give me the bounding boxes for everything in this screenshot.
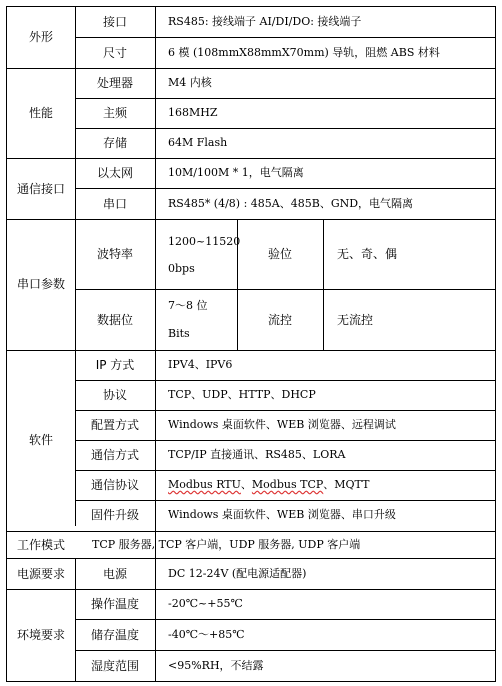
label-firmware: 固件升级 (90, 508, 140, 522)
value-power: DC 12-24V (配电源适配器) (168, 567, 307, 580)
value-firmware: Windows 桌面软件、WEB 浏览器、串口升级 (168, 508, 396, 521)
divider-subrow (75, 470, 496, 471)
divider-subrow (75, 98, 496, 99)
value-humidity: <95%RH，不结露 (168, 659, 264, 672)
label-ip-mode: IP 方式 (95, 358, 135, 372)
value-baud-rate-line1: 1200~11520 (168, 235, 241, 248)
label-op-temp: 操作温度 (90, 597, 140, 611)
divider-row (6, 350, 496, 351)
divider-subrow (75, 128, 496, 129)
label-data-bits: 数据位 (96, 313, 134, 327)
value-comm-protocol-modbus-rtu: Modbus RTU (168, 478, 241, 491)
label-storage-temp: 储存温度 (90, 628, 140, 642)
divider-subrow (75, 37, 496, 38)
value-work-mode: TCP 服务器, TCP 客户端，UDP 服务器, UDP 客户端 (92, 538, 361, 551)
value-comm-protocol-mqtt: 、MQTT (323, 478, 370, 491)
value-ip-mode: IPV4、IPV6 (168, 358, 233, 371)
section-environment: 环境要求 (16, 628, 66, 642)
value-comm-protocol-modbus-tcp: Modbus TCP (251, 478, 324, 491)
value-comm-protocol (168, 478, 369, 492)
value-parity: 无、奇、偶 (337, 247, 398, 261)
section-power: 电源要求 (16, 567, 66, 581)
divider-subrow (75, 619, 496, 620)
divider-row (6, 531, 496, 532)
value-processor: M4 内核 (168, 76, 212, 89)
label-protocol: 协议 (102, 388, 128, 402)
value-size: 6 模 (108mmX88mmX70mm) 导轨，阻燃 ABS 材料 (168, 46, 440, 59)
label-power: 电源 (102, 567, 128, 581)
label-comm-protocol: 通信协议 (90, 478, 140, 492)
value-comm-protocol-separator: 、 (240, 478, 252, 491)
section-appearance: 外形 (28, 30, 54, 44)
label-flow-control: 流控 (267, 313, 293, 327)
divider-row (6, 558, 496, 559)
divider-subrow (75, 289, 496, 290)
section-work-mode: 工作模式 (16, 538, 66, 552)
divider-col-label (75, 558, 76, 682)
section-comm-interface: 通信接口 (16, 182, 66, 196)
divider-subrow (75, 380, 496, 381)
value-baud-rate-line2: 0bps (168, 262, 195, 275)
divider-col-value (155, 6, 156, 682)
label-config-mode: 配置方式 (90, 418, 140, 432)
value-frequency: 168MHZ (168, 106, 218, 119)
divider-col-label (75, 6, 76, 526)
label-baud-rate: 波特率 (96, 247, 134, 261)
value-comm-mode: TCP/IP 直接通讯、RS485、LORA (168, 448, 346, 461)
label-storage: 存储 (102, 136, 128, 150)
spec-table (6, 6, 496, 682)
label-frequency: 主频 (102, 106, 128, 120)
label-interface: 接口 (102, 15, 128, 29)
value-serial-port: RS485* (4/8) : 485A、485B、GND，电气隔离 (168, 197, 414, 210)
divider-row (6, 219, 496, 220)
divider-subrow (75, 440, 496, 441)
label-size: 尺寸 (102, 46, 128, 60)
label-ethernet: 以太网 (96, 166, 134, 180)
value-storage: 64M Flash (168, 136, 228, 149)
section-software: 软件 (28, 433, 54, 447)
divider-subrow (75, 188, 496, 189)
table-border-left (6, 6, 7, 682)
divider-row (6, 589, 496, 590)
value-ethernet: 10M/100M * 1，电气隔离 (168, 166, 304, 179)
label-comm-mode: 通信方式 (90, 448, 140, 462)
divider-row (6, 158, 496, 159)
table-border-right (495, 6, 496, 682)
value-protocol: TCP、UDP、HTTP、DHCP (168, 388, 316, 401)
value-flow-control: 无流控 (337, 313, 374, 327)
value-config-mode: Windows 桌面软件、WEB 浏览器、远程调试 (168, 418, 396, 431)
section-serial-params: 串口参数 (16, 277, 66, 291)
label-parity: 验位 (267, 247, 293, 261)
label-humidity: 湿度范围 (90, 659, 140, 673)
divider-row (6, 68, 496, 69)
divider-subrow (75, 500, 496, 501)
value-data-bits-line1: 7～8 位 (168, 299, 208, 312)
section-performance: 性能 (28, 106, 54, 120)
divider-subrow (75, 650, 496, 651)
table-border-top (6, 6, 496, 7)
divider-serial-right (323, 219, 324, 350)
label-serial-port: 串口 (102, 197, 128, 211)
divider-subrow (75, 410, 496, 411)
value-op-temp: -20℃~+55℃ (168, 597, 243, 610)
value-storage-temp: -40℃～+85℃ (168, 628, 245, 641)
value-data-bits-line2: Bits (168, 327, 190, 340)
table-border-bottom (6, 681, 496, 682)
label-processor: 处理器 (96, 76, 134, 90)
value-interface: RS485: 接线端子 AI/DI/DO: 接线端子 (168, 15, 362, 28)
